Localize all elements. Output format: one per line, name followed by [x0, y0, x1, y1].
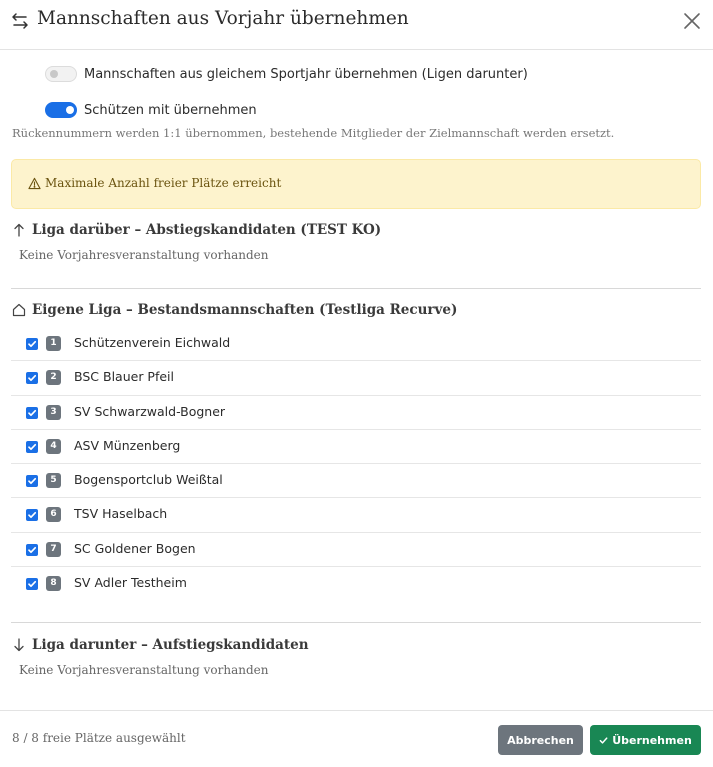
cancel-button-label: Abbrechen [507, 733, 574, 747]
check-icon [27, 579, 37, 589]
arrow-down-icon [12, 638, 26, 652]
check-icon [27, 442, 37, 452]
section-own-label: Eigene Liga – Bestandsmannschaften (Testliga Recurve) [32, 302, 458, 318]
check-icon [27, 510, 37, 520]
submit-button[interactable] [590, 725, 701, 755]
rank-badge: 4 [46, 439, 61, 454]
team-name: Schützenverein Eichwald [74, 335, 231, 350]
hint-text: Rückennummern werden 1:1 übernommen, bestehende Mitglieder der Zielmannschaft werden ersetzt. [12, 126, 615, 140]
rank-badge: 8 [46, 576, 61, 591]
close-icon[interactable] [682, 11, 702, 31]
check-icon [27, 476, 37, 486]
toggle-same-year-row [45, 64, 528, 84]
check-icon [27, 408, 37, 418]
section-below-title [12, 637, 309, 653]
warning-triangle-icon [28, 177, 41, 190]
rank-badge: 1 [46, 336, 61, 351]
team-checkbox[interactable] [26, 441, 38, 453]
team-checkbox[interactable] [26, 338, 38, 350]
team-checkbox[interactable] [26, 509, 38, 521]
team-row[interactable] [11, 498, 701, 532]
toggle-same-year-label: Mannschaften aus gleichem Sportjahr übernehmen (Ligen darunter) [84, 66, 528, 82]
team-checkbox[interactable] [26, 544, 38, 556]
team-name: SC Goldener Bogen [74, 540, 196, 556]
team-row[interactable] [11, 464, 701, 498]
team-checkbox[interactable] [26, 475, 38, 487]
arrow-up-icon [12, 223, 26, 237]
team-name: SV Adler Testheim [74, 575, 187, 591]
team-row[interactable] [11, 430, 701, 464]
section-below-empty: Keine Vorjahresveranstaltung vorhanden [19, 663, 269, 677]
team-checkbox[interactable] [26, 578, 38, 590]
team-row[interactable] [11, 396, 701, 430]
warning-alert [11, 159, 701, 209]
team-name: BSC Blauer Pfeil [74, 369, 174, 385]
team-checkbox[interactable] [26, 407, 38, 419]
team-row[interactable] [11, 327, 701, 361]
team-name: ASV Münzenberg [74, 437, 181, 453]
rank-badge: 7 [46, 542, 61, 557]
modal-header [0, 0, 713, 50]
toggle-with-shooters-label: Schützen mit übernehmen [84, 102, 257, 118]
toggle-same-year[interactable] [45, 66, 77, 82]
modal-footer [0, 710, 713, 767]
team-checkbox[interactable] [26, 372, 38, 384]
divider [11, 622, 701, 623]
check-icon [27, 545, 37, 555]
team-name: SV Schwarzwald-Bogner [74, 403, 226, 419]
toggle-with-shooters[interactable] [45, 102, 77, 118]
team-list [11, 327, 701, 601]
home-icon [12, 303, 26, 317]
cancel-button[interactable] [498, 725, 583, 755]
submit-button-label: Übernehmen [612, 733, 692, 747]
divider [11, 288, 701, 289]
check-icon [27, 373, 37, 383]
team-name: TSV Haselbach [74, 506, 168, 522]
swap-arrows-icon [10, 11, 30, 31]
toggle-shooters-row [45, 100, 257, 120]
section-above-empty: Keine Vorjahresveranstaltung vorhanden [19, 248, 269, 262]
check-icon [27, 339, 37, 349]
section-own-title [12, 302, 457, 318]
toggle-knob [66, 106, 74, 114]
check-icon [599, 736, 608, 745]
team-row[interactable] [11, 361, 701, 395]
section-above-label: Liga darüber – Abstiegskandidaten (TEST KO) [32, 222, 382, 238]
rank-badge: 6 [46, 507, 61, 522]
section-above-title [12, 222, 381, 238]
modal-title: Mannschaften aus Vorjahr übernehmen [37, 8, 409, 29]
rank-badge: 3 [46, 405, 61, 420]
rank-badge: 5 [46, 473, 61, 488]
warning-text: Maximale Anzahl freier Plätze erreicht [45, 176, 282, 190]
selection-status: 8 / 8 freie Plätze ausgewählt [12, 731, 186, 745]
section-below-label: Liga darunter – Aufstiegskandidaten [32, 637, 309, 653]
rank-badge: 2 [46, 370, 61, 385]
team-name: Bogensportclub Weißtal [74, 472, 223, 488]
toggle-knob [50, 70, 58, 78]
team-row[interactable] [11, 567, 701, 601]
team-row[interactable] [11, 533, 701, 567]
